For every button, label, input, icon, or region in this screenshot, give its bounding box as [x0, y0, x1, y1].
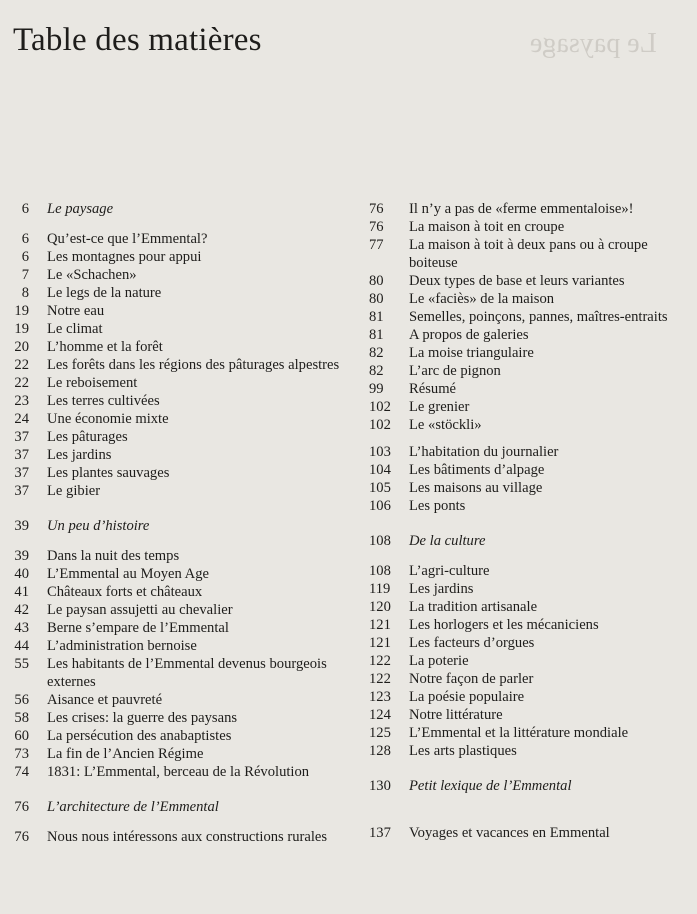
toc-page-number: 22	[14, 357, 29, 373]
page-title: Table des matières	[13, 22, 262, 58]
toc-page-number: 6	[21, 231, 29, 247]
toc-entry-title: Les forêts dans les régions des pâturages alpestres	[47, 357, 340, 373]
toc-entry-title: Les facteurs d’orgues	[409, 635, 535, 651]
toc-entry-title: Qu’est-ce que l’Emmental?	[47, 231, 208, 247]
toc-entry-title: Le «stöckli»	[409, 417, 482, 433]
toc-page-number: 37	[14, 465, 29, 481]
toc-section-title: Le paysage	[47, 201, 114, 217]
toc-page-number: 125	[369, 725, 391, 741]
toc-entry-title: La maison à toit en croupe	[409, 219, 565, 235]
toc-entry-title: La maison à toit à deux pans ou à croupe boiteuse	[409, 237, 648, 271]
toc-page-number: 108	[369, 563, 391, 579]
toc-page-number: 23	[14, 393, 29, 409]
toc-entry-title: Les horlogers et les mécaniciens	[409, 617, 599, 633]
bleed-through-text: Le paysage	[530, 28, 657, 59]
toc-entry-title: Berne s’empare de l’Emmental	[47, 620, 229, 636]
toc-entry-title: L’arc de pignon	[409, 363, 501, 379]
toc-entry	[9, 565, 349, 583]
toc-entry	[369, 580, 691, 598]
toc-entry	[369, 724, 691, 742]
toc-entry	[9, 583, 349, 601]
toc-page-number: 56	[14, 692, 29, 708]
toc-entry	[369, 562, 691, 580]
toc-page-number: 60	[14, 728, 29, 744]
toc-page-number: 39	[14, 548, 29, 564]
toc-section-heading	[369, 777, 691, 795]
toc-entry	[9, 266, 349, 284]
toc-page-number: 76	[14, 829, 29, 845]
toc-page-number: 43	[14, 620, 29, 636]
toc-page-number: 55	[14, 656, 29, 672]
toc-page-number: 7	[21, 267, 29, 283]
toc-entry	[369, 443, 691, 461]
toc-entry-title: Une économie mixte	[47, 411, 169, 427]
toc-entry-title: Les montagnes pour appui	[47, 249, 202, 265]
toc-entry	[9, 709, 349, 727]
toc-page-number: 121	[369, 635, 391, 651]
toc-entry-title: A propos de galeries	[409, 327, 529, 343]
toc-entry	[369, 308, 691, 326]
toc-entry-title: L’habitation du journalier	[409, 444, 559, 460]
toc-entry	[369, 326, 691, 344]
toc-section-title: Petit lexique de l’Emmental	[409, 778, 572, 794]
toc-entry	[9, 446, 349, 464]
toc-entry-title: L’Emmental au Moyen Age	[47, 566, 209, 582]
toc-page-number: 81	[369, 309, 384, 325]
toc-entry	[9, 428, 349, 446]
toc-entry	[369, 272, 691, 290]
toc-section-heading	[9, 517, 349, 535]
toc-entry	[9, 763, 349, 781]
toc-page-number: 40	[14, 566, 29, 582]
toc-page-number: 39	[14, 518, 29, 534]
toc-entry-title: Le «Schachen»	[47, 267, 137, 283]
toc-entry-title: La fin de l’Ancien Régime	[47, 746, 204, 762]
toc-entry-title: Les crises: la guerre des paysans	[47, 710, 238, 726]
toc-page-number: 76	[14, 799, 29, 815]
toc-page-number: 37	[14, 429, 29, 445]
toc-entry	[369, 236, 691, 272]
toc-entry	[9, 691, 349, 709]
toc-entry-title: Notre façon de parler	[409, 671, 534, 687]
toc-entry	[369, 344, 691, 362]
toc-entry-title: Les arts plastiques	[409, 743, 517, 759]
toc-entry	[369, 479, 691, 497]
toc-entry	[369, 670, 691, 688]
toc-page-number: 80	[369, 291, 384, 307]
toc-entry	[9, 601, 349, 619]
toc-entry-title: La tradition artisanale	[409, 599, 538, 615]
toc-page-number: 104	[369, 462, 391, 478]
toc-entry-title: Les ponts	[409, 498, 466, 514]
toc-page-number: 73	[14, 746, 29, 762]
toc-entry	[9, 464, 349, 482]
toc-page-number: 74	[14, 764, 29, 780]
toc-page-number: 119	[369, 581, 391, 597]
toc-entry	[369, 652, 691, 670]
toc-page-number: 8	[21, 285, 29, 301]
toc-entry-title: La persécution des anabaptistes	[47, 728, 232, 744]
toc-page-number: 19	[14, 321, 29, 337]
toc-entry	[369, 218, 691, 236]
toc-entry-title: Nous nous intéressons aux constructions rurales	[47, 829, 328, 845]
toc-page-number: 130	[369, 778, 391, 794]
toc-entry-title: La moise triangulaire	[409, 345, 534, 361]
toc-entry	[369, 200, 691, 218]
toc-page-number: 80	[369, 273, 384, 289]
toc-page-number: 22	[14, 375, 29, 391]
toc-entry	[9, 637, 349, 655]
toc-page-number: 122	[369, 671, 391, 687]
toc-entry	[9, 619, 349, 637]
toc-entry-title: Notre eau	[47, 303, 105, 319]
toc-page-number: 120	[369, 599, 391, 615]
toc-entry	[369, 416, 691, 434]
toc-entry-title: Les bâtiments d’alpage	[409, 462, 545, 478]
toc-page-number: 137	[369, 825, 391, 841]
toc-page-number: 37	[14, 483, 29, 499]
toc-entry	[9, 338, 349, 356]
toc-entry	[9, 482, 349, 500]
toc-page-number: 6	[21, 201, 29, 217]
toc-page-number: 123	[369, 689, 391, 705]
toc-entry-title: Le paysan assujetti au chevalier	[47, 602, 233, 618]
toc-page-number: 82	[369, 345, 384, 361]
toc-entry	[369, 461, 691, 479]
toc-entry	[369, 290, 691, 308]
toc-entry	[369, 634, 691, 652]
toc-page-number: 106	[369, 498, 391, 514]
toc-entry	[9, 248, 349, 266]
toc-entry-title: Le reboisement	[47, 375, 138, 391]
toc-page-number: 37	[14, 447, 29, 463]
toc-entry-title: Résumé	[409, 381, 457, 397]
toc-entry	[9, 302, 349, 320]
toc-entry	[369, 497, 691, 515]
toc-entry-title: Deux types de base et leurs variantes	[409, 273, 625, 289]
toc-entry-title: L’Emmental et la littérature mondiale	[409, 725, 629, 741]
toc-entry-title: Châteaux forts et châteaux	[47, 584, 203, 600]
toc-entry-title: Les habitants de l’Emmental devenus bourgeois externes	[47, 656, 327, 690]
toc-page-number: 19	[14, 303, 29, 319]
toc-page-number: 102	[369, 399, 391, 415]
toc-entry	[369, 688, 691, 706]
toc-page-number: 20	[14, 339, 29, 355]
toc-entry	[9, 547, 349, 565]
toc-section-heading	[9, 798, 349, 816]
toc-entry-title: Le gibier	[47, 483, 101, 499]
toc-entry-title: Le climat	[47, 321, 103, 337]
toc-page-number: 44	[14, 638, 29, 654]
toc-left-column	[9, 200, 349, 846]
toc-section-heading	[9, 200, 349, 218]
toc-entry-title: Les plantes sauvages	[47, 465, 170, 481]
toc-page-number: 121	[369, 617, 391, 633]
toc-page-number: 103	[369, 444, 391, 460]
toc-entry-title: Le grenier	[409, 399, 470, 415]
toc-entry-title: Il n’y a pas de «ferme emmentaloise»!	[409, 201, 634, 217]
toc-page-number: 124	[369, 707, 391, 723]
toc-section-title: De la culture	[409, 533, 486, 549]
toc-page-number: 105	[369, 480, 391, 496]
toc-entry-title: L’agri-culture	[409, 563, 490, 579]
toc-entry-title: Semelles, poinçons, pannes, maîtres-entraits	[409, 309, 668, 325]
toc-entry-title: Le «faciès» de la maison	[409, 291, 555, 307]
toc-page-number: 6	[21, 249, 29, 265]
toc-entry	[9, 320, 349, 338]
toc-page-number: 122	[369, 653, 391, 669]
toc-entry-title: La poterie	[409, 653, 469, 669]
toc-entry	[9, 655, 349, 691]
toc-page-number: 99	[369, 381, 384, 397]
toc-entry	[9, 745, 349, 763]
toc-entry-title: Les maisons au village	[409, 480, 543, 496]
toc-section-heading	[369, 824, 691, 842]
toc-page-number: 76	[369, 201, 384, 217]
toc-entry-title: Dans la nuit des temps	[47, 548, 180, 564]
toc-entry	[9, 727, 349, 745]
toc-entry-title: Notre littérature	[409, 707, 503, 723]
toc-entry-title: Le legs de la nature	[47, 285, 162, 301]
toc-entry-title: Les pâturages	[47, 429, 128, 445]
toc-entry-title: Les terres cultivées	[47, 393, 160, 409]
toc-entry-title: L’homme et la forêt	[47, 339, 163, 355]
toc-section-title: Un peu d’histoire	[47, 518, 150, 534]
toc-entry	[369, 362, 691, 380]
toc-page-number: 42	[14, 602, 29, 618]
toc-entry	[9, 230, 349, 248]
toc-entry	[369, 616, 691, 634]
toc-entry	[9, 284, 349, 302]
toc-entry	[9, 392, 349, 410]
toc-entry	[369, 398, 691, 416]
toc-page-number: 24	[14, 411, 29, 427]
toc-entry	[369, 706, 691, 724]
toc-entry-title: Les jardins	[409, 581, 474, 597]
toc-entry-title: L’administration bernoise	[47, 638, 197, 654]
toc-page-number: 128	[369, 743, 391, 759]
toc-section-title: L’architecture de l’Emmental	[47, 799, 219, 815]
toc-page-number: 58	[14, 710, 29, 726]
toc-entry	[369, 598, 691, 616]
toc-entry	[9, 410, 349, 428]
toc-entry-title: La poésie populaire	[409, 689, 525, 705]
toc-page-number: 81	[369, 327, 384, 343]
toc-right-column	[369, 200, 691, 842]
toc-entry-title: Aisance et pauvreté	[47, 692, 163, 708]
toc-entry	[369, 380, 691, 398]
toc-entry	[9, 828, 349, 846]
toc-entry	[9, 356, 349, 374]
toc-section-heading	[369, 532, 691, 550]
toc-page-number: 108	[369, 533, 391, 549]
toc-entry-title: 1831: L’Emmental, berceau de la Révolution	[47, 764, 310, 780]
toc-page-number: 41	[14, 584, 29, 600]
toc-section-title: Voyages et vacances en Emmental	[409, 825, 610, 841]
toc-entry-title: Les jardins	[47, 447, 112, 463]
toc-entry	[9, 374, 349, 392]
toc-page-number: 102	[369, 417, 391, 433]
toc-page-number: 82	[369, 363, 384, 379]
toc-page-number: 77	[369, 237, 384, 253]
toc-entry	[369, 742, 691, 760]
toc-page-number: 76	[369, 219, 384, 235]
